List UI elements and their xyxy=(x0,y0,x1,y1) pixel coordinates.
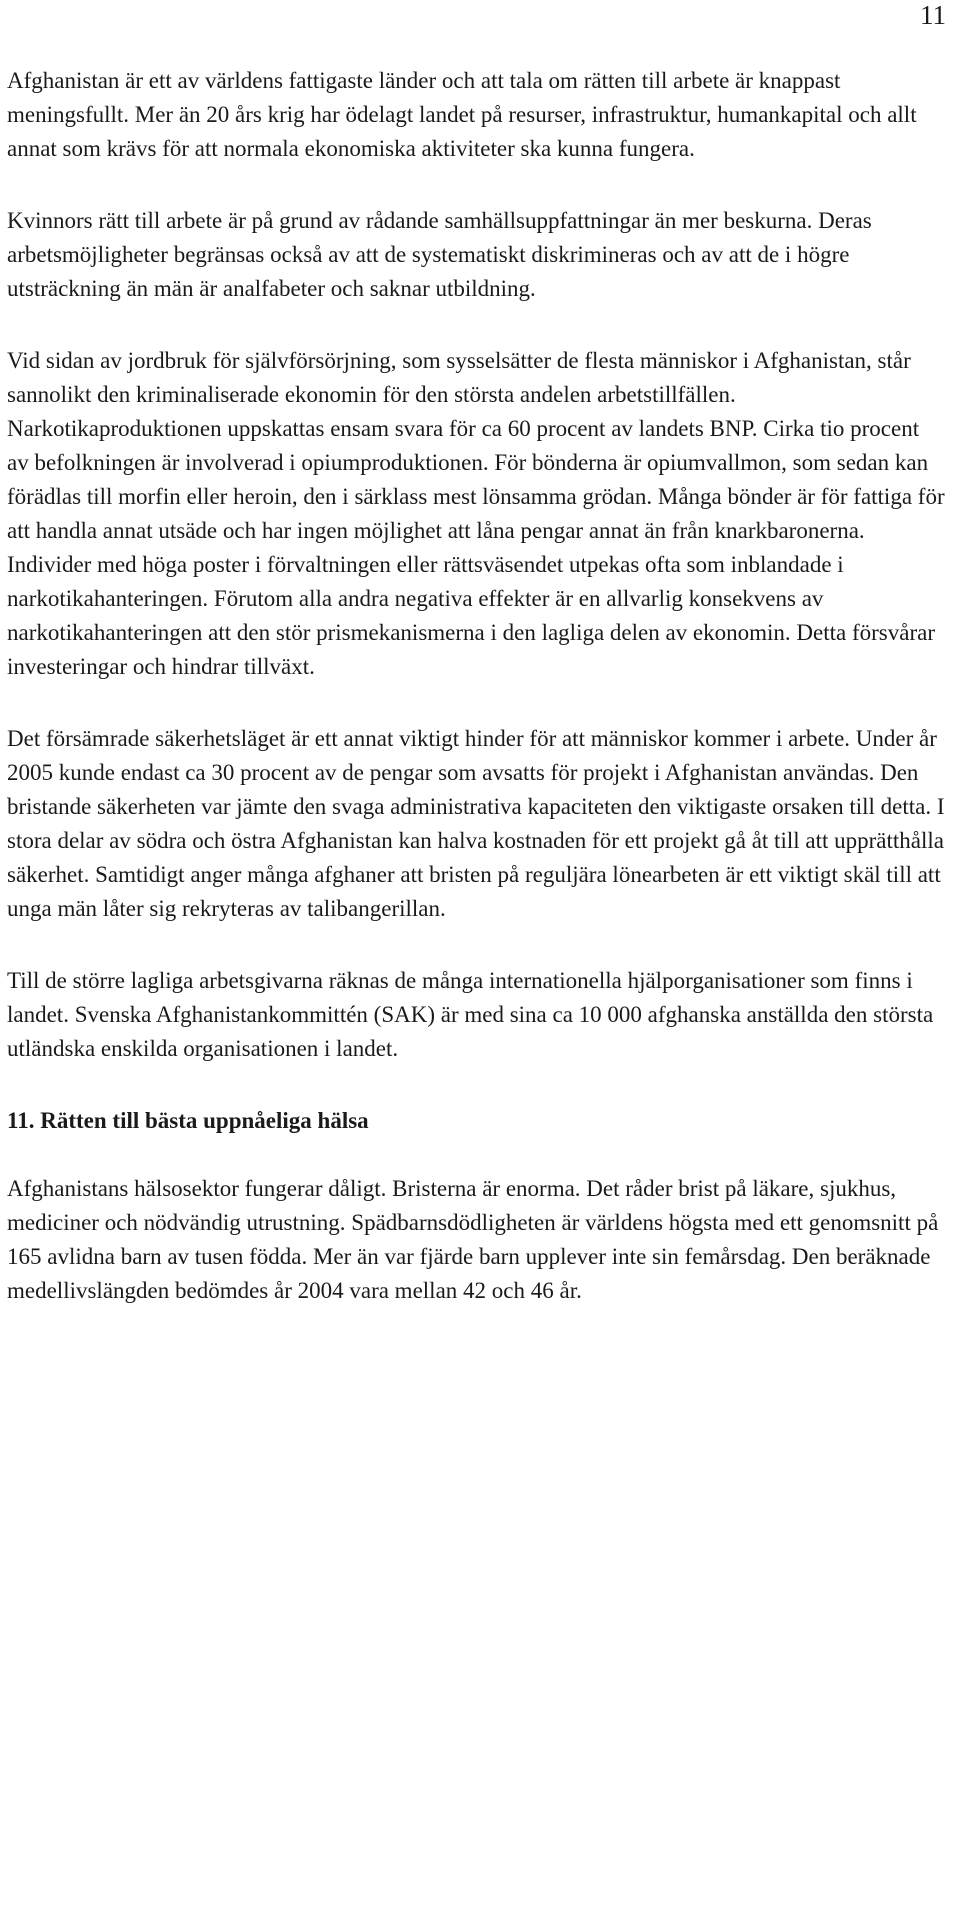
section-title: Rätten till bästa uppnåeliga hälsa xyxy=(40,1108,369,1133)
section-number: 11. xyxy=(7,1108,35,1133)
paragraph-poverty: Afghanistan är ett av världens fattigaste länder och att tala om rätten till arbete är knappast meningsfullt. Mer än 20 års krig har ödelagt landet på resurser, infrastruktur, humankapital och allt annat som krävs för att normala ekonomiska aktiviteter ska kunna fungera. xyxy=(7,68,917,161)
paragraph-employers: Till de större lagliga arbetsgivarna räknas de många internationella hjälporganisationer som finns i landet. Svenska Afghanistankommittén (SAK) är med sina ca 10 000 afghanska anställda den största utländska enskilda organisationen i landet. xyxy=(7,968,934,1061)
paragraph-women-work: Kvinnors rätt till arbete är på grund av rådande samhällsuppfattningar än mer beskurna. Deras arbetsmöjligheter begränsas också av att de systematiskt diskrimineras och av att de i högre utsträckning än män är analfabeter och saknar utbildning. xyxy=(7,208,872,301)
paragraph-narcotics-economy: Vid sidan av jordbruk för självförsörjning, som sysselsätter de flesta människor i Afghanistan, står sannolikt den kriminaliserade ekonomin för den största andelen arbetstillfällen. Narkotikaproduktionen uppskattas ensam svara för ca 60 procent av landets BNP. Cirka tio procent av befolkningen är involverad i opiumproduktionen. För bönderna är opiumvallmon, som sedan kan förädlas till morfin eller heroin, den i särklass mest lönsamma grödan. Många bönder är för fattiga för att handla annat utsäde och har ingen möjlighet att låna pengar annat än från knarkbaronerna. Individer med höga poster i förvaltningen eller rättsväsendet utpekas ofta som inblandade i narkotikahanteringen. Förutom alla andra negativa effekter är en allvarlig konsekvens av narkotikahanteringen att den stör prismekanismerna i den lagliga delen av ekonomin. Detta försvårar investeringar och hindrar tillväxt. xyxy=(7,348,945,679)
section-heading xyxy=(7,1104,945,1138)
paragraph-health: Afghanistans hälsosektor fungerar dåligt. Bristerna är enorma. Det råder brist på läkare, sjukhus, mediciner och nödvändig utrustning. Spädbarnsdödligheten är världens högsta med ett genomsnitt på 165 avlidna barn av tusen födda. Mer än var fjärde barn upplever inte sin femårsdag. Den beräknade medellivslängden bedömdes år 2004 vara mellan 42 och 46 år. xyxy=(7,1176,939,1303)
paragraph-security: Det försämrade säkerhetsläget är ett annat viktigt hinder för att människor kommer i arbete. Under år 2005 kunde endast ca 30 procent av de pengar som avsatts för projekt i Afghanistan användas. Den bristande säkerheten var jämte den svaga administrativa kapaciteten den viktigaste orsaken till detta. I stora delar av södra och östra Afghanistan kan halva kostnaden för ett projekt gå åt till att upprätthålla säkerhet. Samtidigt anger många afghaner att bristen på reguljära lönearbeten är ett viktigt skäl till att unga män låter sig rekryteras av talibangerillan. xyxy=(7,726,945,921)
document-body xyxy=(7,64,945,1346)
page-number: 11 xyxy=(920,0,946,30)
